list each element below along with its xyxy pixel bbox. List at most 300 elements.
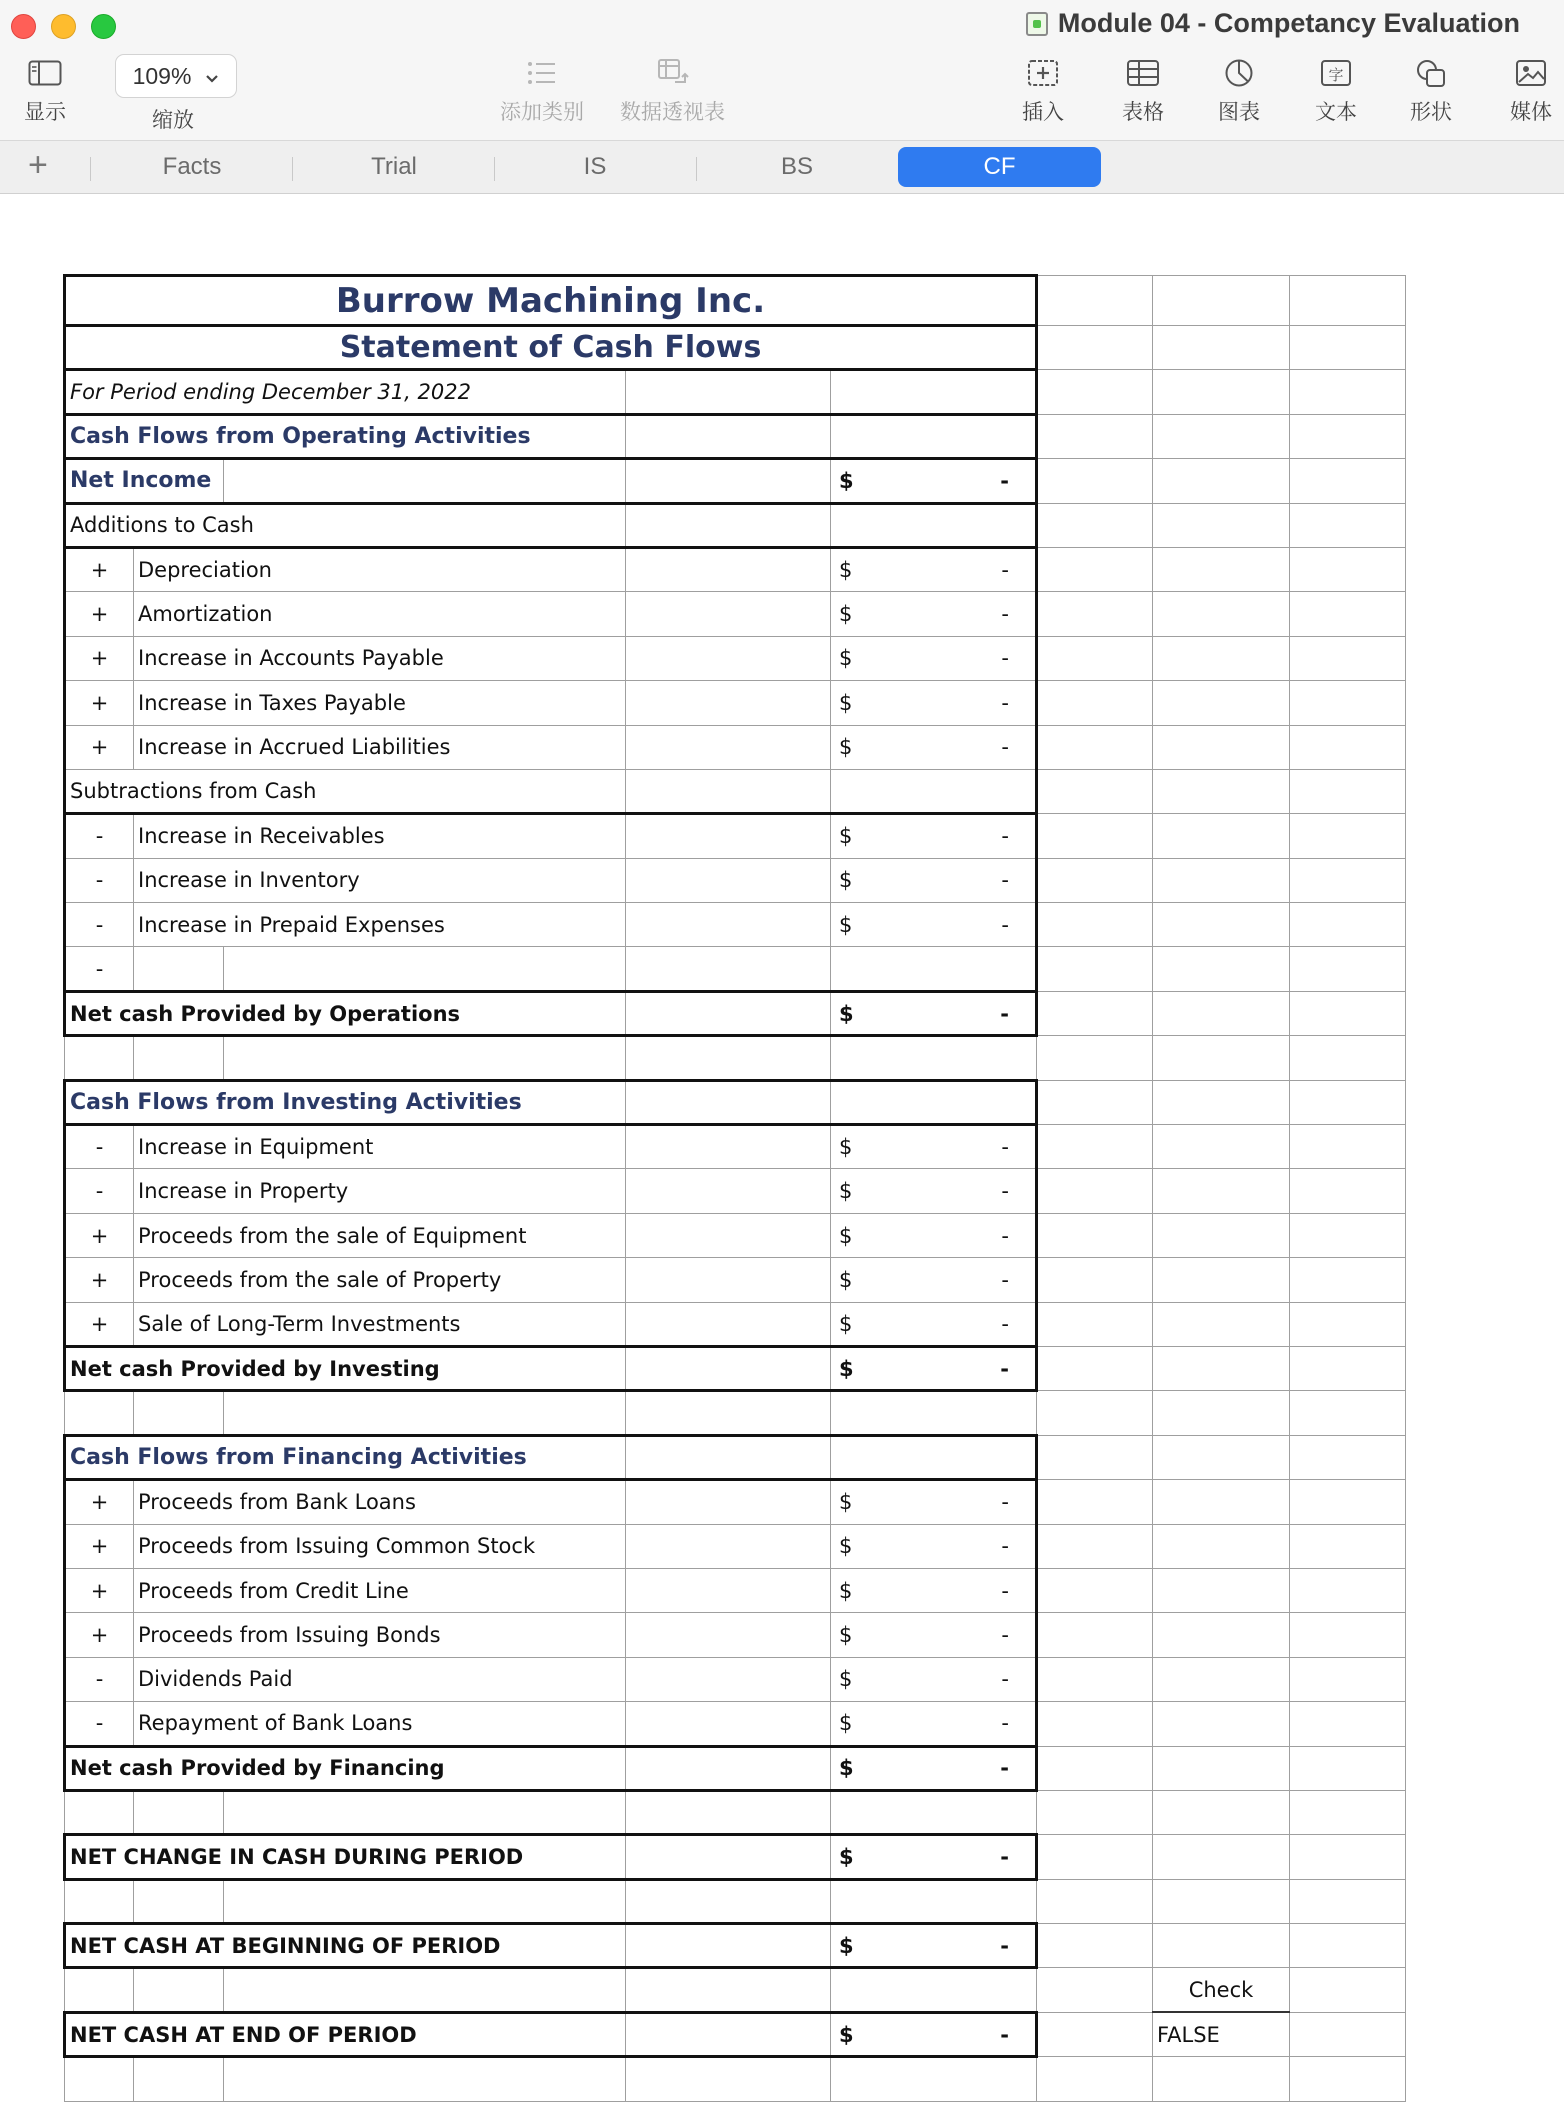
- empty-cell[interactable]: [1153, 1036, 1290, 1080]
- empty-cell[interactable]: [626, 1568, 831, 1612]
- line-item-row: [65, 547, 1406, 591]
- empty-cell[interactable]: [1037, 1346, 1153, 1390]
- empty-cell[interactable]: [1037, 858, 1153, 902]
- empty-cell[interactable]: [626, 991, 831, 1035]
- sign-cell[interactable]: +: [65, 1480, 134, 1524]
- empty-cell[interactable]: [1290, 1169, 1406, 1213]
- empty-cell[interactable]: [626, 1302, 831, 1346]
- sign-cell[interactable]: +: [65, 1258, 134, 1302]
- beginning-cash-value-cell[interactable]: [831, 1924, 1037, 1968]
- empty-cell[interactable]: [1037, 2012, 1153, 2056]
- empty-cell[interactable]: [626, 1746, 831, 1790]
- empty-cell[interactable]: [626, 547, 831, 591]
- empty-cell[interactable]: [1153, 1568, 1290, 1612]
- empty-cell[interactable]: [1153, 1302, 1290, 1346]
- line-item-value-cell[interactable]: [831, 1302, 1037, 1346]
- empty-cell[interactable]: [1153, 276, 1290, 326]
- sign-cell[interactable]: +: [65, 1613, 134, 1657]
- empty-cell[interactable]: [1290, 1524, 1406, 1568]
- operating-total-label-cell[interactable]: Net cash Provided by Operations: [65, 991, 626, 1035]
- empty-cell[interactable]: [65, 1790, 134, 1834]
- line-item-label-cell[interactable]: Proceeds from Issuing Bonds: [134, 1613, 626, 1657]
- line-item-label-cell[interactable]: Proceeds from the sale of Equipment: [134, 1213, 626, 1257]
- line-item-label-cell[interactable]: Proceeds from the sale of Property: [134, 1258, 626, 1302]
- sign-cell[interactable]: -: [65, 1702, 134, 1746]
- empty-cell[interactable]: [1153, 1435, 1290, 1479]
- line-item-value-cell[interactable]: [831, 592, 1037, 636]
- empty-cell[interactable]: [1037, 1435, 1153, 1479]
- empty-cell[interactable]: [1290, 1391, 1406, 1435]
- empty-cell[interactable]: [134, 1790, 224, 1834]
- empty-cell[interactable]: [1037, 1968, 1153, 2012]
- line-item-label-cell[interactable]: Proceeds from Issuing Common Stock: [134, 1524, 626, 1568]
- empty-cell[interactable]: [1037, 1125, 1153, 1169]
- net-income-value-cell[interactable]: [831, 459, 1037, 503]
- empty-cell[interactable]: [1037, 1480, 1153, 1524]
- empty-cell[interactable]: [1037, 903, 1153, 947]
- line-item-value-cell[interactable]: [831, 1657, 1037, 1701]
- empty-cell[interactable]: [626, 2012, 831, 2056]
- empty-cell[interactable]: [1290, 636, 1406, 680]
- tab-cf[interactable]: CF: [898, 147, 1101, 187]
- empty-cell[interactable]: [65, 2057, 134, 2101]
- empty-cell[interactable]: [1153, 1879, 1290, 1923]
- line-item-value-cell[interactable]: [831, 636, 1037, 680]
- empty-cell[interactable]: [224, 1968, 626, 2012]
- empty-cell[interactable]: [1153, 2057, 1290, 2101]
- empty-cell[interactable]: [831, 414, 1037, 458]
- empty-cell[interactable]: [1037, 414, 1153, 458]
- empty-cell[interactable]: [1037, 1036, 1153, 1080]
- empty-cell[interactable]: [626, 1702, 831, 1746]
- empty-cell[interactable]: [134, 1968, 224, 2012]
- empty-cell[interactable]: [626, 1258, 831, 1302]
- empty-cell[interactable]: [626, 1790, 831, 1834]
- empty-cell[interactable]: [1290, 858, 1406, 902]
- empty-cell[interactable]: [1037, 947, 1153, 991]
- close-window-button[interactable]: [11, 14, 36, 39]
- sign-cell[interactable]: +: [65, 1302, 134, 1346]
- sign-cell[interactable]: -: [65, 814, 134, 858]
- empty-cell[interactable]: [1290, 814, 1406, 858]
- empty-cell[interactable]: [1290, 414, 1406, 458]
- empty-cell[interactable]: [626, 2057, 831, 2101]
- empty-cell[interactable]: [1290, 459, 1406, 503]
- empty-cell[interactable]: [134, 947, 224, 991]
- empty-cell[interactable]: [1290, 1568, 1406, 1612]
- empty-cell[interactable]: [1153, 370, 1290, 414]
- empty-cell[interactable]: [1290, 991, 1406, 1035]
- tab-trial[interactable]: Trial: [371, 153, 417, 180]
- empty-cell[interactable]: [626, 1524, 831, 1568]
- empty-cell[interactable]: [1290, 503, 1406, 547]
- currency-symbol: $: [839, 1534, 853, 1559]
- investing-total-value-cell[interactable]: [831, 1346, 1037, 1390]
- line-item-label-cell[interactable]: Increase in Property: [134, 1169, 626, 1213]
- empty-cell[interactable]: [224, 1036, 626, 1080]
- empty-cell[interactable]: [1153, 503, 1290, 547]
- line-item-label-cell[interactable]: Proceeds from Bank Loans: [134, 1480, 626, 1524]
- empty-cell[interactable]: [1153, 1835, 1290, 1879]
- empty-cell[interactable]: [134, 1879, 224, 1923]
- line-item-label-cell[interactable]: Increase in Prepaid Expenses: [134, 903, 626, 947]
- media-button[interactable]: [1510, 56, 1552, 126]
- empty-cell[interactable]: [1290, 592, 1406, 636]
- line-item-label-cell[interactable]: Repayment of Bank Loans: [134, 1702, 626, 1746]
- line-item-label-cell[interactable]: Increase in Accounts Payable: [134, 636, 626, 680]
- empty-cell[interactable]: [1153, 769, 1290, 813]
- empty-cell[interactable]: [1290, 1302, 1406, 1346]
- empty-cell[interactable]: [134, 1036, 224, 1080]
- tab-facts[interactable]: Facts: [162, 153, 222, 180]
- empty-cell[interactable]: [1153, 1346, 1290, 1390]
- additions-label-cell[interactable]: Additions to Cash: [65, 503, 626, 547]
- empty-cell[interactable]: [1037, 1302, 1153, 1346]
- empty-cell[interactable]: [831, 1080, 1037, 1124]
- empty-cell[interactable]: [1037, 1613, 1153, 1657]
- check-label-cell[interactable]: Check: [1153, 1968, 1290, 2012]
- company-name-cell[interactable]: Burrow Machining Inc.: [65, 276, 1037, 326]
- empty-cell[interactable]: [626, 1213, 831, 1257]
- empty-cell[interactable]: [831, 1968, 1037, 2012]
- empty-cell[interactable]: [134, 2057, 224, 2101]
- empty-cell[interactable]: [1290, 681, 1406, 725]
- empty-cell[interactable]: [831, 1879, 1037, 1923]
- empty-cell[interactable]: [1037, 276, 1153, 326]
- empty-cell[interactable]: [1290, 1125, 1406, 1169]
- empty-cell[interactable]: [1290, 1080, 1406, 1124]
- empty-cell[interactable]: [1153, 1258, 1290, 1302]
- empty-cell[interactable]: [1290, 1435, 1406, 1479]
- line-item-value-cell[interactable]: [831, 1480, 1037, 1524]
- empty-cell[interactable]: [1290, 370, 1406, 414]
- empty-cell[interactable]: [626, 503, 831, 547]
- insert-button[interactable]: [1022, 56, 1064, 126]
- empty-cell[interactable]: [626, 725, 831, 769]
- empty-cell[interactable]: [1290, 1036, 1406, 1080]
- empty-cell[interactable]: [1037, 1213, 1153, 1257]
- empty-cell[interactable]: [224, 947, 626, 991]
- line-item-value-cell[interactable]: [831, 1524, 1037, 1568]
- empty-cell[interactable]: [1037, 725, 1153, 769]
- empty-cell[interactable]: [1037, 2057, 1153, 2101]
- ending-cash-label-cell[interactable]: NET CASH AT END OF PERIOD: [65, 2012, 626, 2056]
- empty-cell[interactable]: [626, 1125, 831, 1169]
- empty-cell[interactable]: [1037, 769, 1153, 813]
- empty-cell[interactable]: [626, 459, 831, 503]
- empty-cell[interactable]: [1037, 1790, 1153, 1834]
- empty-cell[interactable]: [1290, 1790, 1406, 1834]
- empty-cell[interactable]: [224, 1790, 626, 1834]
- empty-cell[interactable]: [1290, 1258, 1406, 1302]
- line-item-label-cell[interactable]: Increase in Receivables: [134, 814, 626, 858]
- empty-cell[interactable]: [1153, 814, 1290, 858]
- empty-cell[interactable]: [1153, 947, 1290, 991]
- financing-heading-cell[interactable]: Cash Flows from Financing Activities: [65, 1435, 626, 1479]
- empty-cell[interactable]: [626, 1036, 831, 1080]
- empty-cell[interactable]: [626, 1879, 831, 1923]
- line-item-value-cell[interactable]: [831, 1169, 1037, 1213]
- beginning-cash-label-cell[interactable]: NET CASH AT BEGINNING OF PERIOD: [65, 1924, 626, 1968]
- empty-cell[interactable]: [626, 903, 831, 947]
- value-dash: -: [1001, 558, 1009, 583]
- investing-total-label-cell[interactable]: Net cash Provided by Investing: [65, 1346, 626, 1390]
- empty-cell[interactable]: [831, 2057, 1037, 2101]
- empty-cell[interactable]: [1153, 1480, 1290, 1524]
- empty-cell[interactable]: [831, 1036, 1037, 1080]
- empty-cell[interactable]: [65, 1391, 134, 1435]
- empty-cell[interactable]: [831, 1790, 1037, 1834]
- empty-cell[interactable]: [1153, 592, 1290, 636]
- empty-cell[interactable]: [1290, 1657, 1406, 1701]
- empty-cell[interactable]: [1153, 414, 1290, 458]
- empty-cell[interactable]: [1290, 2057, 1406, 2101]
- empty-cell[interactable]: [626, 947, 831, 991]
- empty-cell[interactable]: [626, 1924, 831, 1968]
- sign-cell[interactable]: +: [65, 725, 134, 769]
- empty-cell[interactable]: [831, 370, 1037, 414]
- empty-cell[interactable]: [626, 814, 831, 858]
- line-item-value-cell[interactable]: [831, 858, 1037, 902]
- ending-cash-value-cell[interactable]: [831, 2012, 1037, 2056]
- sign-cell[interactable]: +: [65, 592, 134, 636]
- empty-cell[interactable]: [1290, 903, 1406, 947]
- empty-cell[interactable]: [1153, 459, 1290, 503]
- empty-cell[interactable]: [1153, 1391, 1290, 1435]
- empty-cell[interactable]: [65, 1036, 134, 1080]
- sign-cell[interactable]: +: [65, 1524, 134, 1568]
- empty-cell[interactable]: [1290, 769, 1406, 813]
- line-item-value-cell[interactable]: [831, 1125, 1037, 1169]
- line-item-label-cell[interactable]: Dividends Paid: [134, 1657, 626, 1701]
- sign-cell[interactable]: +: [65, 547, 134, 591]
- sign-cell[interactable]: -: [65, 947, 134, 991]
- empty-cell[interactable]: [1037, 991, 1153, 1035]
- sign-cell[interactable]: -: [65, 1125, 134, 1169]
- empty-cell[interactable]: [831, 769, 1037, 813]
- empty-cell[interactable]: [1037, 1524, 1153, 1568]
- operating-heading-cell[interactable]: Cash Flows from Operating Activities: [65, 414, 626, 458]
- empty-cell[interactable]: [1290, 1879, 1406, 1923]
- line-item-value-cell[interactable]: [831, 1702, 1037, 1746]
- empty-cell[interactable]: [831, 503, 1037, 547]
- empty-cell[interactable]: [1153, 1080, 1290, 1124]
- line-item-value-cell[interactable]: [831, 725, 1037, 769]
- empty-cell[interactable]: [1290, 1924, 1406, 1968]
- empty-cell[interactable]: [1153, 1702, 1290, 1746]
- empty-cell[interactable]: [1290, 276, 1406, 326]
- line-item-value-cell[interactable]: [831, 681, 1037, 725]
- empty-cell[interactable]: [626, 1169, 831, 1213]
- chart-button[interactable]: [1218, 56, 1260, 126]
- sign-cell[interactable]: +: [65, 636, 134, 680]
- period-cell[interactable]: For Period ending December 31, 2022: [65, 370, 626, 414]
- empty-cell[interactable]: [1153, 1746, 1290, 1790]
- empty-cell[interactable]: [626, 1968, 831, 2012]
- empty-cell[interactable]: [1037, 370, 1153, 414]
- view-button[interactable]: [24, 56, 66, 126]
- empty-cell[interactable]: [626, 1391, 831, 1435]
- empty-cell[interactable]: [1153, 636, 1290, 680]
- line-item-label-cell[interactable]: Increase in Inventory: [134, 858, 626, 902]
- empty-cell[interactable]: [1290, 2012, 1406, 2056]
- empty-cell[interactable]: [1153, 903, 1290, 947]
- empty-cell[interactable]: [1290, 947, 1406, 991]
- line-item-label-cell[interactable]: Depreciation: [134, 547, 626, 591]
- empty-cell[interactable]: [1290, 1968, 1406, 2012]
- tab-bs[interactable]: BS: [780, 153, 813, 180]
- text-button[interactable]: [1315, 56, 1357, 126]
- empty-cell[interactable]: [626, 769, 831, 813]
- empty-cell[interactable]: [1153, 1613, 1290, 1657]
- sign-cell[interactable]: -: [65, 1169, 134, 1213]
- value-dash: -: [1001, 735, 1009, 760]
- empty-cell[interactable]: [831, 947, 1037, 991]
- empty-cell[interactable]: [224, 1391, 626, 1435]
- empty-cell[interactable]: [1153, 547, 1290, 591]
- operating-total-value-cell[interactable]: [831, 991, 1037, 1035]
- line-item-value-cell[interactable]: [831, 903, 1037, 947]
- empty-cell[interactable]: [1037, 1702, 1153, 1746]
- add-sheet-button[interactable]: +: [28, 146, 48, 184]
- sign-cell[interactable]: +: [65, 1213, 134, 1257]
- empty-cell[interactable]: [1037, 1169, 1153, 1213]
- empty-cell[interactable]: [626, 592, 831, 636]
- empty-cell[interactable]: [626, 370, 831, 414]
- check-value-cell[interactable]: FALSE: [1153, 2012, 1290, 2056]
- line-item-value-cell[interactable]: [831, 814, 1037, 858]
- empty-cell[interactable]: [224, 459, 626, 503]
- empty-cell[interactable]: [1290, 547, 1406, 591]
- empty-cell[interactable]: [1153, 1213, 1290, 1257]
- line-item-value-cell[interactable]: [831, 1213, 1037, 1257]
- empty-cell[interactable]: [1290, 1835, 1406, 1879]
- line-item-value-cell[interactable]: [831, 1258, 1037, 1302]
- empty-cell[interactable]: [1037, 1568, 1153, 1612]
- empty-cell[interactable]: [65, 1879, 134, 1923]
- zoom-select[interactable]: [115, 54, 237, 98]
- table-button[interactable]: [1122, 56, 1164, 126]
- empty-cell[interactable]: [1153, 991, 1290, 1035]
- pivot-table-button[interactable]: [620, 56, 725, 126]
- tab-is[interactable]: IS: [583, 153, 607, 180]
- empty-cell[interactable]: [65, 1968, 134, 2012]
- empty-cell[interactable]: [1290, 1346, 1406, 1390]
- investing-heading-cell[interactable]: Cash Flows from Investing Activities: [65, 1080, 626, 1124]
- sign-cell[interactable]: +: [65, 1568, 134, 1612]
- empty-cell[interactable]: [626, 681, 831, 725]
- empty-cell[interactable]: [1290, 1702, 1406, 1746]
- table-icon: [1126, 56, 1160, 90]
- empty-cell[interactable]: [224, 2057, 626, 2101]
- net-income-label-cell[interactable]: Net Income: [65, 459, 224, 503]
- empty-cell[interactable]: [1037, 1924, 1153, 1968]
- fullscreen-window-button[interactable]: [91, 14, 116, 39]
- shape-button[interactable]: [1410, 56, 1452, 126]
- empty-cell[interactable]: [224, 1879, 626, 1923]
- empty-cell[interactable]: [1037, 547, 1153, 591]
- statement-title-cell[interactable]: Statement of Cash Flows: [65, 326, 1037, 370]
- add-category-button[interactable]: [500, 56, 584, 126]
- empty-cell[interactable]: [831, 1391, 1037, 1435]
- empty-cell[interactable]: [1037, 326, 1153, 370]
- empty-cell[interactable]: [1037, 1879, 1153, 1923]
- empty-cell[interactable]: [1037, 1258, 1153, 1302]
- minimize-window-button[interactable]: [51, 14, 76, 39]
- empty-cell[interactable]: [1037, 636, 1153, 680]
- line-item-label-cell[interactable]: Amortization: [134, 592, 626, 636]
- sign-cell[interactable]: -: [65, 1657, 134, 1701]
- empty-cell[interactable]: [1037, 1080, 1153, 1124]
- empty-cell[interactable]: [1290, 1613, 1406, 1657]
- empty-cell[interactable]: [626, 1657, 831, 1701]
- empty-cell[interactable]: [1153, 326, 1290, 370]
- empty-cell[interactable]: [1037, 1391, 1153, 1435]
- empty-cell[interactable]: [1037, 814, 1153, 858]
- empty-cell[interactable]: [1153, 1524, 1290, 1568]
- empty-cell[interactable]: [1290, 725, 1406, 769]
- empty-cell[interactable]: [1290, 326, 1406, 370]
- empty-cell[interactable]: [1153, 1924, 1290, 1968]
- empty-cell[interactable]: [1153, 681, 1290, 725]
- empty-cell[interactable]: [1153, 1125, 1290, 1169]
- empty-cell[interactable]: [1153, 858, 1290, 902]
- empty-cell[interactable]: [1290, 1480, 1406, 1524]
- net-change-label-cell[interactable]: NET CHANGE IN CASH DURING PERIOD: [65, 1835, 626, 1879]
- empty-cell[interactable]: [626, 414, 831, 458]
- empty-cell[interactable]: [1037, 1657, 1153, 1701]
- empty-cell[interactable]: [626, 1080, 831, 1124]
- empty-cell[interactable]: [1153, 1169, 1290, 1213]
- line-item-label-cell[interactable]: Sale of Long-Term Investments: [134, 1302, 626, 1346]
- empty-cell[interactable]: [1037, 503, 1153, 547]
- empty-cell[interactable]: [626, 1480, 831, 1524]
- empty-cell[interactable]: [1037, 1746, 1153, 1790]
- financing-total-label-cell[interactable]: Net cash Provided by Financing: [65, 1746, 626, 1790]
- sign-cell[interactable]: -: [65, 903, 134, 947]
- net-change-value-cell[interactable]: [831, 1835, 1037, 1879]
- empty-cell[interactable]: [831, 1435, 1037, 1479]
- empty-cell[interactable]: [626, 1346, 831, 1390]
- empty-cell[interactable]: [1037, 459, 1153, 503]
- empty-cell[interactable]: [1290, 1213, 1406, 1257]
- empty-cell[interactable]: [626, 636, 831, 680]
- empty-cell[interactable]: [626, 1435, 831, 1479]
- line-item-value-cell[interactable]: [831, 1613, 1037, 1657]
- empty-cell[interactable]: [1037, 592, 1153, 636]
- line-item-value-cell[interactable]: [831, 547, 1037, 591]
- empty-cell[interactable]: [626, 1835, 831, 1879]
- line-item-label-cell[interactable]: Increase in Accrued Liabilities: [134, 725, 626, 769]
- financing-total-value-cell[interactable]: [831, 1746, 1037, 1790]
- empty-cell[interactable]: [1153, 1657, 1290, 1701]
- line-item-value-cell[interactable]: [831, 1568, 1037, 1612]
- line-item-label-cell[interactable]: Proceeds from Credit Line: [134, 1568, 626, 1612]
- subtractions-label-cell[interactable]: Subtractions from Cash: [65, 769, 626, 813]
- empty-cell[interactable]: [134, 1391, 224, 1435]
- sign-cell[interactable]: -: [65, 858, 134, 902]
- empty-cell[interactable]: [1290, 1746, 1406, 1790]
- empty-cell[interactable]: [626, 1613, 831, 1657]
- sign-cell[interactable]: +: [65, 681, 134, 725]
- empty-cell[interactable]: [1037, 1835, 1153, 1879]
- empty-cell[interactable]: [1153, 1790, 1290, 1834]
- empty-cell[interactable]: [1037, 681, 1153, 725]
- line-item-label-cell[interactable]: Increase in Equipment: [134, 1125, 626, 1169]
- empty-cell[interactable]: [626, 858, 831, 902]
- empty-cell[interactable]: [1153, 725, 1290, 769]
- line-item-label-cell[interactable]: Increase in Taxes Payable: [134, 681, 626, 725]
